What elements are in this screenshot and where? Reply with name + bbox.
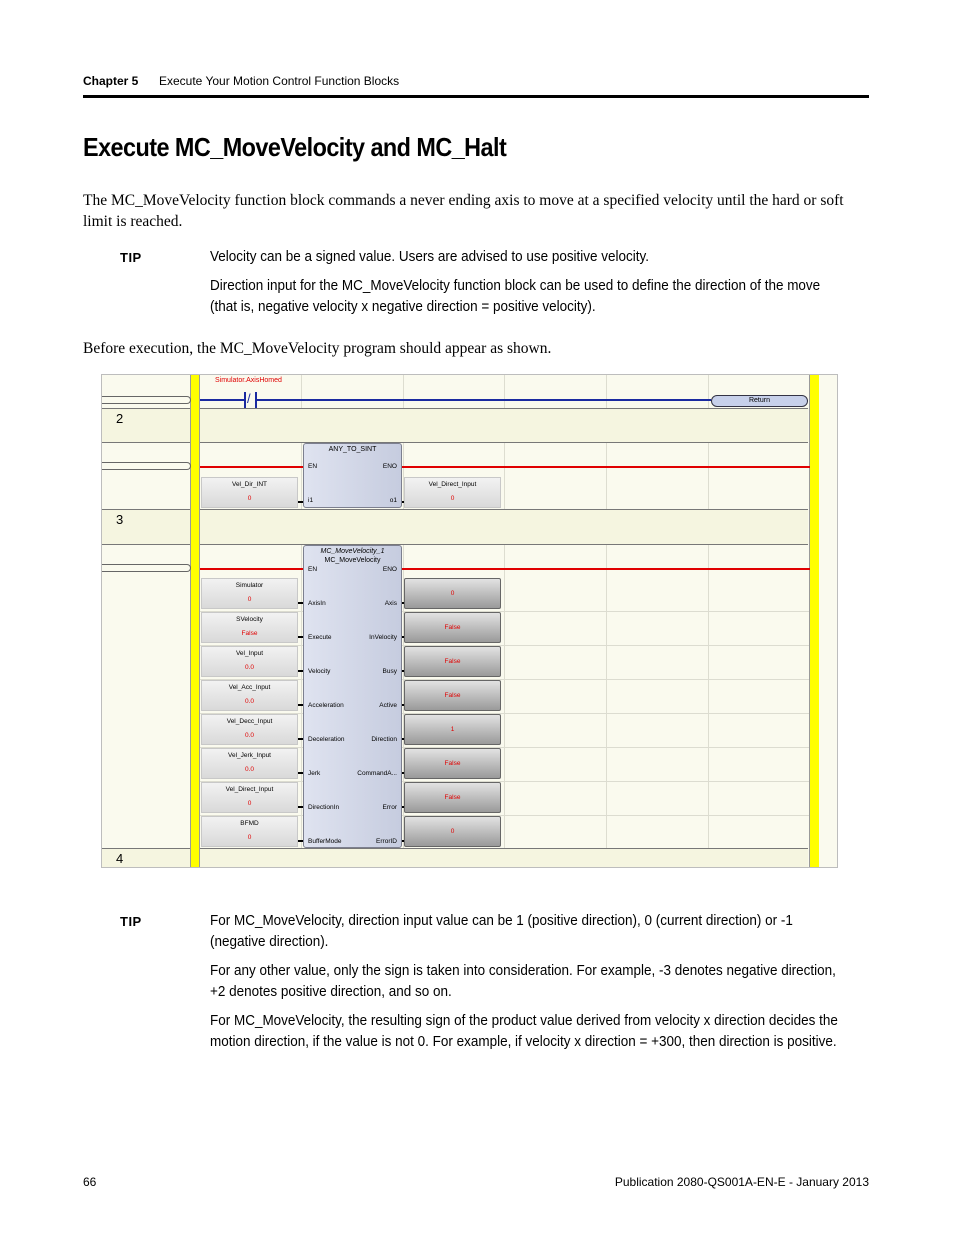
- output-pin: o1: [389, 497, 397, 504]
- before-text: Before execution, the MC_MoveVelocity program should appear as shown.: [83, 340, 552, 357]
- tip2-p1-line1: For MC_MoveVelocity, direction input value can be 1 (positive direction), 0 (current direction) or -1: [210, 913, 793, 929]
- output-value: False: [444, 624, 461, 631]
- wire: [200, 399, 244, 401]
- output-value: False: [444, 794, 461, 801]
- pin-invelocity: InVelocity: [369, 634, 397, 641]
- pin-busy: Busy: [382, 668, 397, 675]
- grid-line: [606, 375, 607, 867]
- grid-line: [708, 375, 709, 867]
- tip1-p1: Velocity can be a signed value. Users are advised to use positive velocity.: [210, 249, 650, 265]
- pin-active: Active: [379, 702, 397, 709]
- header-rule: [83, 95, 869, 98]
- output-value: 0: [450, 590, 455, 597]
- block-type: MC_MoveVelocity: [324, 557, 381, 564]
- rung-number: 3: [116, 512, 124, 527]
- en-pin: EN: [308, 463, 318, 470]
- variable-name: Vel_Direct_Input: [225, 786, 274, 793]
- section-heading: Execute MC_MoveVelocity and MC_Halt: [83, 132, 507, 162]
- pin-connector: [298, 602, 303, 604]
- chapter-label: Chapter 5: [83, 74, 139, 88]
- variable-name: Vel_Dir_INT: [231, 481, 268, 488]
- variable-value: 0.0: [244, 766, 255, 773]
- contact-variable: Simulator.AxisHomed: [215, 377, 282, 384]
- pin-direction: Direction: [371, 736, 397, 743]
- pin-commandaborted: CommandA...: [357, 770, 397, 777]
- output-value: 0: [450, 828, 455, 835]
- variable-value: 0: [247, 834, 252, 841]
- tip2-p3-line2: motion direction, if the value is not 0. For example, if velocity x direction = +300, then direction is positive.: [210, 1034, 837, 1050]
- variable-name: Vel_Direct_Input: [428, 481, 477, 488]
- rung-header[interactable]: [102, 509, 808, 545]
- variable-name: BFMD: [240, 820, 259, 827]
- tip2-p2-line1: For any other value, only the sign is taken into consideration. For example, -3 denotes negative direction,: [210, 963, 836, 979]
- output-value: False: [444, 692, 461, 699]
- input-variable-box[interactable]: [201, 714, 298, 745]
- pin-acceleration: Acceleration: [308, 702, 344, 709]
- grid-line: [301, 375, 302, 867]
- rung-connector: [102, 564, 191, 572]
- rung-connector: [102, 396, 191, 404]
- output-value: False: [444, 658, 461, 665]
- pin-errorid: ErrorID: [376, 838, 397, 845]
- any-to-sint-block[interactable]: [303, 443, 402, 508]
- pin-deceleration: Deceleration: [308, 736, 345, 743]
- variable-name: Vel_Jerk_Input: [227, 752, 271, 759]
- input-variable-box[interactable]: [201, 816, 298, 847]
- pin-execute: Execute: [308, 634, 332, 641]
- wire: [257, 399, 711, 401]
- tip1-p2-line1: Direction input for the MC_MoveVelocity function block can be used to define the direction of the move: [210, 278, 821, 294]
- eno-pin: ENO: [382, 463, 397, 470]
- grid-line: [504, 375, 505, 867]
- tip-label: TIP: [120, 250, 142, 265]
- tip1-p2-line2: (that is, negative velocity x negative direction = positive velocity).: [210, 299, 596, 315]
- nc-contact[interactable]: [244, 392, 257, 408]
- page-number: 66: [83, 1175, 97, 1189]
- variable-name: Vel_Acc_Input: [228, 684, 271, 691]
- pin-connector: [298, 840, 303, 842]
- rung-number: 4: [116, 851, 124, 866]
- rung-header[interactable]: [102, 408, 808, 443]
- variable-value: 0: [247, 596, 252, 603]
- left-power-rail: [190, 375, 200, 867]
- power-line: [200, 466, 810, 468]
- mc-movevelocity-block[interactable]: [303, 545, 402, 848]
- input-pin: i1: [308, 497, 314, 504]
- variable-name: Vel_Input: [235, 650, 264, 657]
- pin-axisin: AxisIn: [308, 600, 326, 607]
- pin-connector: [298, 738, 303, 740]
- pin-velocity: Velocity: [308, 668, 331, 675]
- variable-value: False: [241, 630, 258, 637]
- input-variable-box[interactable]: [201, 477, 298, 508]
- tip2-p3-line1: For MC_MoveVelocity, the resulting sign of the product value derived from velocity x direction decides the: [210, 1013, 838, 1029]
- tip2-p1-line2: (negative direction).: [210, 934, 329, 950]
- output-value: False: [444, 760, 461, 767]
- variable-value: 0: [247, 800, 252, 807]
- tip2-p2-line2: +2 denotes positive direction, and so on.: [210, 984, 452, 1000]
- input-variable-box[interactable]: [201, 646, 298, 677]
- variable-value: 0.0: [244, 698, 255, 705]
- publication-info: Publication 2080-QS001A-EN-E - January 2013: [614, 1175, 869, 1189]
- pin-connector: [298, 636, 303, 638]
- variable-name: SVelocity: [236, 616, 263, 623]
- rung-number: 2: [116, 411, 124, 426]
- output-value-box[interactable]: [404, 578, 501, 609]
- rung-connector: [102, 462, 191, 470]
- output-value-box[interactable]: [404, 612, 501, 643]
- pin-buffermode: BufferMode: [308, 838, 342, 845]
- block-title: ANY_TO_SINT: [328, 446, 377, 453]
- variable-name: Simulator: [235, 582, 264, 589]
- output-variable-box[interactable]: [404, 477, 501, 508]
- en-pin: EN: [308, 566, 318, 573]
- intro-line-2: limit is reached.: [83, 213, 183, 230]
- pin-error: Error: [382, 804, 397, 811]
- output-value-box[interactable]: [404, 646, 501, 677]
- input-variable-box[interactable]: [201, 578, 298, 609]
- power-line: [200, 568, 810, 570]
- input-variable-box[interactable]: [201, 748, 298, 779]
- variable-value: 0.0: [244, 732, 255, 739]
- chapter-title: Execute Your Motion Control Function Blocks: [159, 74, 400, 88]
- pin-connector: [298, 670, 303, 672]
- pin-axis: Axis: [384, 600, 397, 607]
- rung-header[interactable]: [102, 848, 808, 868]
- return-coil[interactable]: Return: [711, 395, 808, 407]
- pin-jerk: Jerk: [308, 770, 321, 777]
- output-value-box[interactable]: [404, 714, 501, 745]
- contact-slash: /: [247, 391, 251, 406]
- ladder-diagram: [101, 374, 838, 868]
- intro-line-1: The MC_MoveVelocity function block commands a never ending axis to move at a specified velocity until the hard or soft: [83, 192, 844, 209]
- right-power-rail: [809, 375, 819, 867]
- output-value-box[interactable]: [404, 680, 501, 711]
- output-value-box[interactable]: [404, 748, 501, 779]
- variable-value: 0: [247, 495, 252, 502]
- input-variable-box[interactable]: [201, 680, 298, 711]
- pin-connector: [298, 806, 303, 808]
- input-variable-box[interactable]: [201, 612, 298, 643]
- pin-connector: [298, 501, 303, 503]
- pin-connector: [298, 772, 303, 774]
- variable-value: 0.0: [244, 664, 255, 671]
- pin-connector: [298, 704, 303, 706]
- output-value-box[interactable]: [404, 782, 501, 813]
- input-variable-box[interactable]: [201, 782, 298, 813]
- variable-name: Vel_Decc_Input: [226, 718, 273, 725]
- block-instance: MC_MoveVelocity_1: [320, 548, 385, 555]
- contact-bar: [244, 392, 246, 408]
- eno-pin: ENO: [382, 566, 397, 573]
- tip-label: TIP: [120, 914, 142, 929]
- output-value-box[interactable]: [404, 816, 501, 847]
- output-value: 1: [450, 726, 455, 733]
- pin-directionin: DirectionIn: [308, 804, 340, 811]
- variable-value: 0: [450, 495, 455, 502]
